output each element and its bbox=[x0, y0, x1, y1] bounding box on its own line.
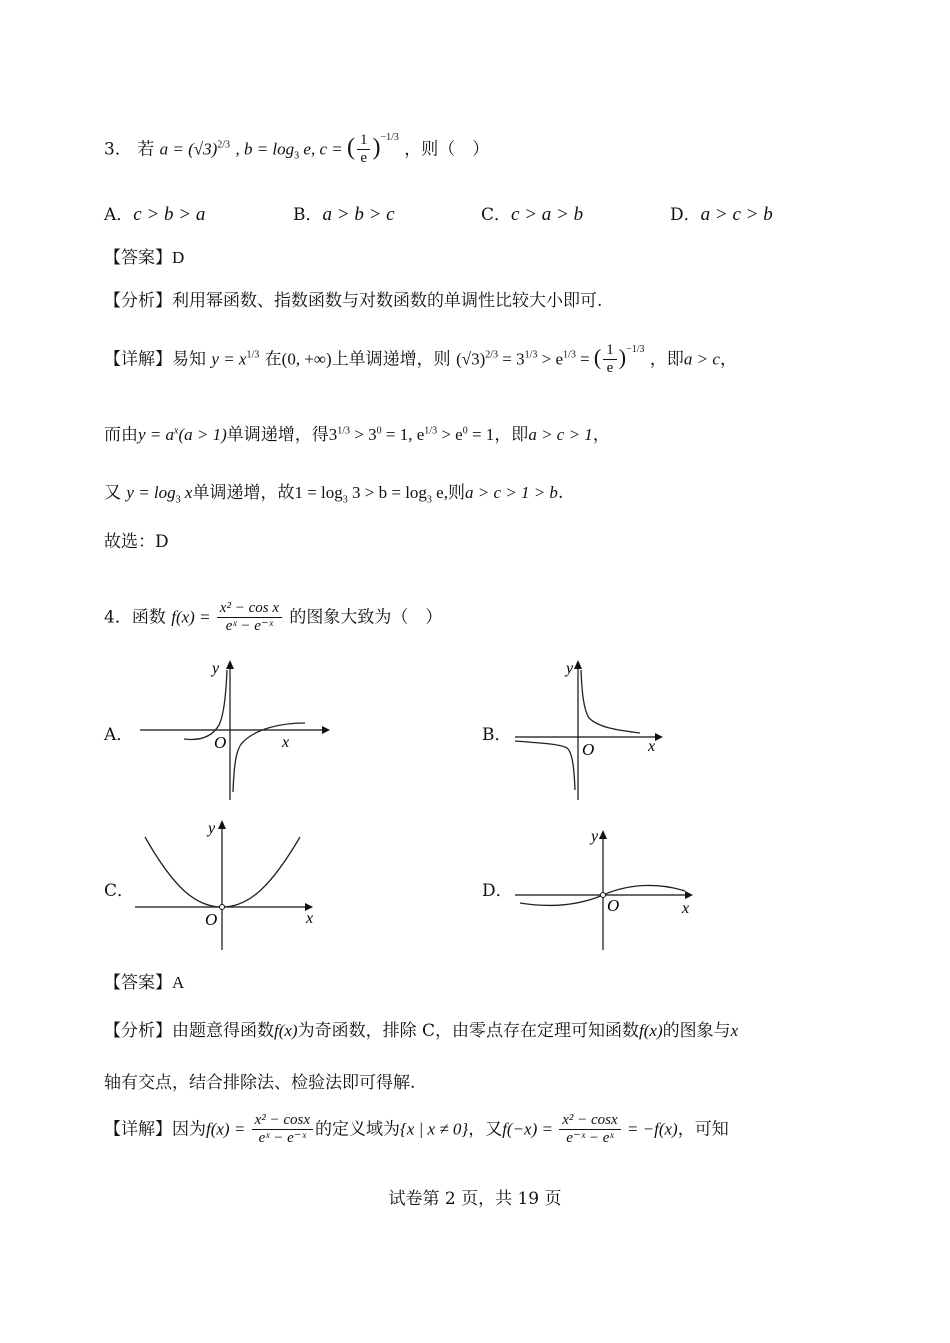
q4-graph-b-label: B． bbox=[482, 725, 512, 745]
q3-option-b: B．a > b > c bbox=[293, 204, 395, 225]
q4-graph-d bbox=[515, 825, 715, 950]
q3-stem: 3． 若 $a = (√3)^{2/3}$ , $b = \log_3 e$, c = ( $\frac{1}{e}$ )$^{-1/3}$ ，则（ ） bbox=[104, 131, 490, 167]
x-label: x bbox=[648, 738, 656, 755]
q4-f-fraction: $\frac{\text{x² − cos x}}{\text{eˣ − e⁻ˣ}}$ bbox=[217, 600, 282, 636]
q4-graph-b bbox=[515, 655, 715, 800]
page-footer: 试卷第 2 页，共 19 页 bbox=[388, 1189, 562, 1209]
x-label: x bbox=[282, 734, 290, 751]
x-axis-arrow bbox=[655, 733, 663, 741]
y-axis-arrow bbox=[599, 830, 607, 839]
q4-graph-a bbox=[140, 655, 340, 800]
q4-graph-c bbox=[135, 815, 335, 950]
q3-choice: 故选：D bbox=[104, 532, 169, 552]
x-label: x bbox=[682, 900, 690, 917]
curve-right bbox=[581, 670, 640, 733]
y-label: y bbox=[591, 828, 599, 845]
y-axis-arrow bbox=[218, 820, 226, 829]
q3-answer: 【答案】D bbox=[104, 248, 185, 268]
q4-analysis-line1: 【分析】由题意得函数f(x)为奇函数，排除 C，由零点存在定理可知函数f(x)的图象与x bbox=[104, 1021, 739, 1041]
q4-graph-a-label: A． bbox=[104, 725, 134, 745]
q3-detail-line3: 又 $y = \log_3 x$单调递增，故$1 = \log_3 3 > b = \log_3 e$,则a > c > 1 > b. bbox=[104, 483, 564, 506]
origin-point bbox=[220, 905, 225, 910]
origin-label: O bbox=[607, 896, 620, 915]
q4-graph-c-label: C． bbox=[104, 881, 135, 901]
q3-option-d: D．a > c > b bbox=[670, 204, 773, 225]
origin-point bbox=[601, 893, 606, 898]
q4-graph-d-label: D． bbox=[482, 881, 513, 901]
q4-stem: 4．函数 f(x) = $\frac{\text{x² − cos x}}{\text{eˣ − e⁻ˣ}}$ 的图象大致为（ ） bbox=[104, 600, 443, 635]
x-axis-arrow bbox=[322, 726, 330, 734]
q4-number: 4． bbox=[104, 607, 132, 628]
curve-left bbox=[515, 741, 575, 790]
y-label: y bbox=[566, 660, 574, 677]
q3-option-a: A．c > b > a bbox=[104, 204, 206, 225]
x-axis-arrow bbox=[685, 891, 693, 899]
q3-detail-line1: 【详解】易知 $y = x^{1/3}$ 在(0, +∞)上单调递增，则 $(√3)^{2/3} = 3^{1/3} > e^{1/3}$ = ( $\frac{1}{e}$ )$^{-1/3}$ ，即a > c， bbox=[104, 342, 737, 377]
origin-label: O bbox=[214, 733, 227, 752]
y-axis-arrow bbox=[574, 660, 582, 669]
q4-analysis-line2: 轴有交点，结合排除法、检验法即可得解. bbox=[104, 1073, 416, 1093]
curve-right bbox=[233, 723, 305, 792]
y-axis-arrow bbox=[226, 660, 234, 669]
origin-label: O bbox=[205, 910, 218, 929]
x-label: x bbox=[306, 910, 314, 927]
q4-answer: 【答案】A bbox=[104, 973, 185, 993]
y-label: y bbox=[212, 660, 220, 677]
q3-analysis: 【分析】利用幂函数、指数函数与对数函数的单调性比较大小即可. bbox=[104, 291, 603, 311]
q3-option-c: C．c > a > b bbox=[481, 204, 584, 225]
y-label: y bbox=[208, 820, 216, 837]
q3-number: 3． bbox=[104, 139, 132, 160]
q4-detail: 【详解】因为f(x) = $\frac{\text{x² − cosx}}{\text{eˣ − e⁻ˣ}}$ 的定义域为{x | x ≠ 0}，又f(−x) = $\frac{\text{x² − cosx}}{\text{e⁻ˣ − eˣ}}$ = −f(x)，可知 bbox=[104, 1112, 729, 1147]
origin-label: O bbox=[582, 740, 595, 759]
q3-c-fraction: $\frac{1}{e}$ bbox=[357, 132, 371, 168]
curve-left bbox=[184, 670, 227, 739]
q3-detail-line2: 而由$y = a^x(a > 1)$单调递增，得$3^{1/3} > 3^0 = 1$, $e^{1/3} > e^0 = 1$，即a > c > 1， bbox=[104, 425, 610, 445]
